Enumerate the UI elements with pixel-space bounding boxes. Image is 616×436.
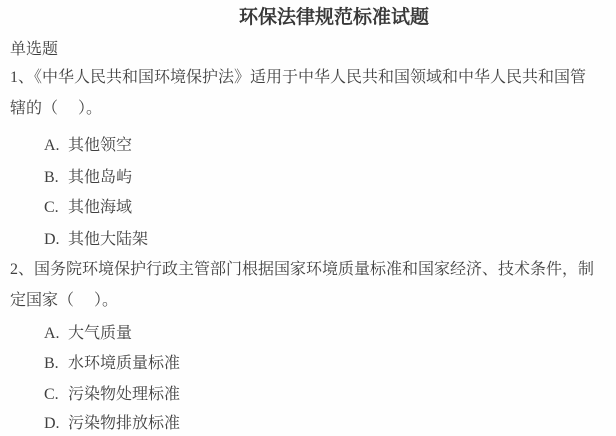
question-2-option-a xyxy=(44,318,132,349)
option-text: 污染物处理标准 xyxy=(68,386,181,403)
option-label: B. xyxy=(44,169,59,186)
question-2-option-c xyxy=(44,379,180,410)
question-1-option-c xyxy=(44,192,132,223)
question-1-body: 《中华人民共和国环境保护法》适用于中华人民共和国领域和中华人民共和国管辖的（ ）。 xyxy=(10,69,587,117)
question-2-text xyxy=(10,254,602,316)
option-text: 大气质量 xyxy=(68,325,133,342)
option-text: 其他海域 xyxy=(68,199,133,216)
option-label: A. xyxy=(44,325,60,342)
option-text: 其他大陆架 xyxy=(68,231,149,248)
option-text: 其他领空 xyxy=(68,137,133,154)
question-2-body: 国务院环境保护行政主管部门根据国家环境质量标准和国家经济、技术条件，制定国家（ ）。 xyxy=(10,261,595,309)
option-text: 污染物排放标准 xyxy=(68,415,181,432)
question-1-option-a xyxy=(44,130,132,161)
question-1-number: 1、 xyxy=(10,69,35,86)
section-label: 单选题 xyxy=(10,41,59,58)
option-label: D. xyxy=(44,231,60,248)
question-1-text xyxy=(10,62,602,124)
option-label: A. xyxy=(44,137,60,154)
question-2-number: 2、 xyxy=(10,261,35,278)
option-label: C. xyxy=(44,386,59,403)
option-text: 水环境质量标准 xyxy=(68,355,181,372)
page-title: 环保法律规范标准试题 xyxy=(238,7,429,28)
question-2-option-b xyxy=(44,348,180,379)
question-2-option-d xyxy=(44,408,180,436)
option-label: D. xyxy=(44,415,60,432)
option-text: 其他岛屿 xyxy=(68,169,133,186)
option-label: C. xyxy=(44,199,59,216)
question-1-option-b xyxy=(44,162,132,193)
option-label: B. xyxy=(44,355,59,372)
question-1-option-d xyxy=(44,224,148,255)
